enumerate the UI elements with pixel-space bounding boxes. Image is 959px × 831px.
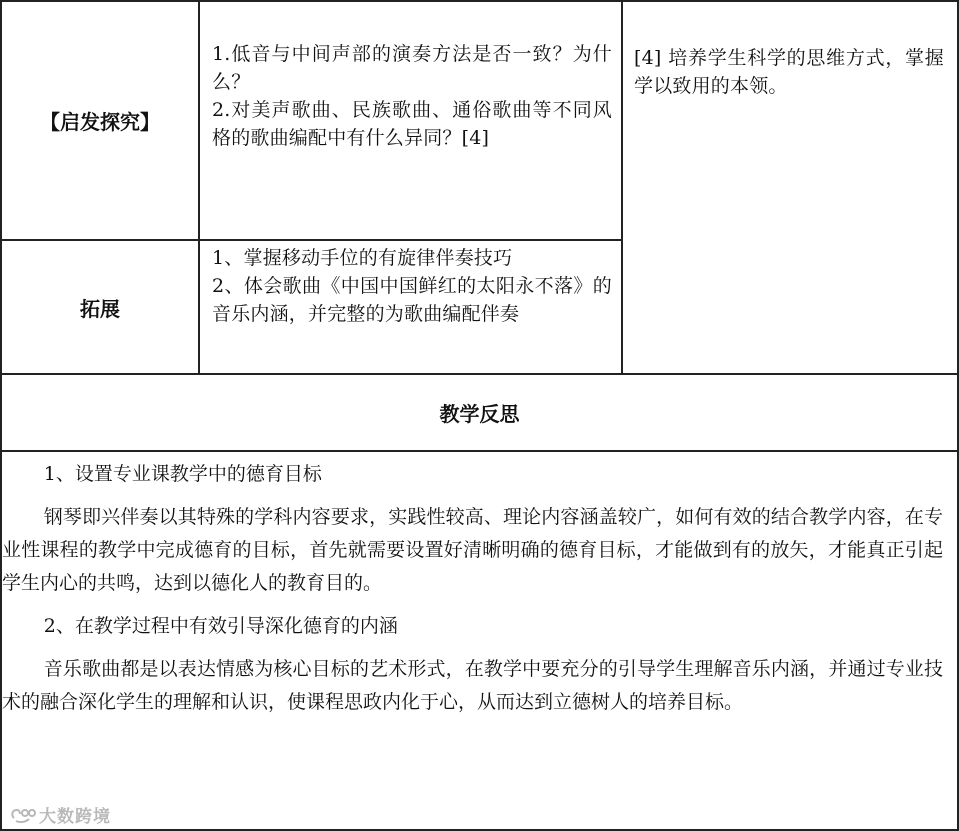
- design-intent-note: [4] 培养学生科学的思维方式，掌握学以致用的本领。: [634, 47, 944, 97]
- heading-bottom-border: [0, 450, 959, 452]
- extension-item-2: 2、体会歌曲《中国中国鲜红的太阳永不落》的音乐内涵，并完整的为歌曲编配伴奏: [212, 275, 612, 325]
- reflection-subheading: 2、在教学过程中有效引导深化德育的内涵: [43, 615, 398, 637]
- row-label-extension: 拓展: [80, 296, 120, 321]
- reflection-subheading: 1、设置专业课教学中的德育目标: [43, 463, 322, 485]
- watermark: [10, 802, 111, 827]
- column-divider: [621, 0, 623, 375]
- reflection-paragraph: 钢琴即兴伴奏以其特殊的学科内容要求，实践性较高、理论内容涵盖较广，如何有效的结合教学内容，在专业性课程的教学中完成德育的目标，首先就需要设置好清晰明确的德育目标，才能做到有的放矢，才能真正引起学生内心的共鸣，达到以德化人的教育目的。: [2, 506, 943, 594]
- inquiry-question-2: 2.对美声歌曲、民族歌曲、通俗歌曲等不同风格的歌曲编配中有什么异同？[4]: [212, 99, 612, 149]
- row-content-inquiry: [212, 40, 612, 152]
- section-heading-reflection: 教学反思: [439, 402, 520, 426]
- reflection-body: [2, 458, 943, 729]
- row-label-inquiry: 【启发探究】: [40, 110, 160, 134]
- watermark-text: 大数跨境: [39, 807, 111, 827]
- column-divider: [198, 0, 200, 375]
- extension-item-1: 1、掌握移动手位的有旋律伴奏技巧: [212, 247, 513, 269]
- table-row-divider: [198, 239, 621, 241]
- reflection-paragraph: 音乐歌曲都是以表达情感为核心目标的艺术形式，在教学中要充分的引导学生理解音乐内涵，并通过专业技术的融合深化学生的理解和认识，使课程思政内化于心，从而达到立德树人的培养目标。: [2, 658, 943, 713]
- logo-icon: [10, 806, 36, 824]
- inquiry-question-1: 1.低音与中间声部的演奏方法是否一致？为什么？: [212, 43, 612, 93]
- row-content-extension: [212, 244, 612, 328]
